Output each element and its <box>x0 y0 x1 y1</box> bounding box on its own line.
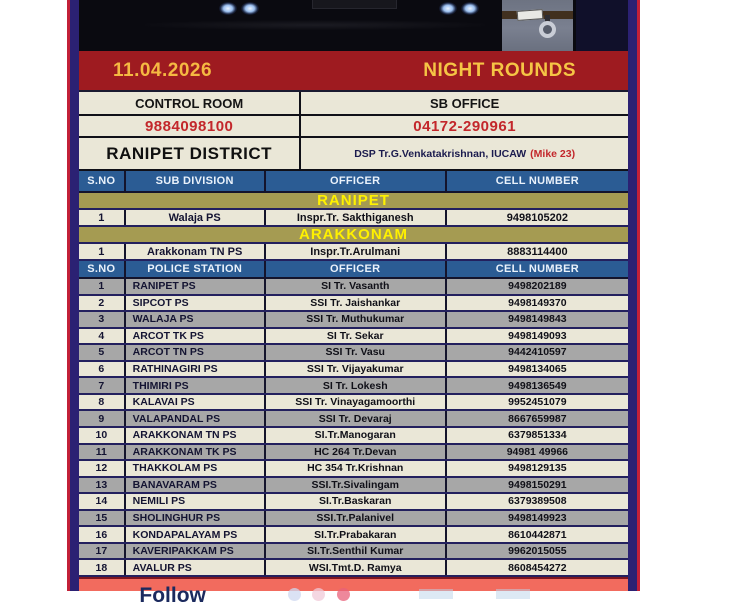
station-cell: 9498149370 <box>447 296 628 311</box>
station-name: VALAPANDAL PS <box>126 411 266 426</box>
headlight-glow <box>219 2 237 15</box>
station-name: KONDAPALAYAM PS <box>126 527 266 542</box>
contact-info-table <box>79 92 628 171</box>
social-badge <box>419 589 453 599</box>
officer-with-handcuffs-photo <box>502 0 573 51</box>
station-officer: SI Tr. Sekar <box>266 329 447 344</box>
control-room-phone: 9884098100 <box>79 116 301 138</box>
station-officer: SSI Tr. Devaraj <box>266 411 447 426</box>
station-row <box>79 296 628 313</box>
social-icon <box>337 588 350 601</box>
station-officer: SSI Tr. Jaishankar <box>266 296 447 311</box>
station-officer: SI Tr. Lokesh <box>266 378 447 393</box>
station-sno: 5 <box>79 345 126 360</box>
col-sno: S.NO <box>79 261 126 277</box>
station-sno: 9 <box>79 411 126 426</box>
station-sno: 1 <box>79 279 126 294</box>
car-bumper-shape <box>145 20 485 30</box>
station-officer: SI.Tr.Prabakaran <box>266 527 447 542</box>
station-sno: 16 <box>79 527 126 542</box>
station-officer: SSI Tr. Muthukumar <box>266 312 447 327</box>
col-officer: OFFICER <box>266 261 447 277</box>
dsp-officer <box>301 138 628 169</box>
sb-office-phone: 04172-290961 <box>301 116 628 138</box>
info-header-row <box>79 92 628 116</box>
col-sub-division: SUB DIVISION <box>126 171 266 191</box>
col-sno: S.NO <box>79 171 126 191</box>
control-room-label: CONTROL ROOM <box>79 92 301 116</box>
station-row <box>79 312 628 329</box>
division-sno: 1 <box>79 210 126 225</box>
dsp-callsign: (Mike 23) <box>530 147 576 160</box>
station-name: THIMIRI PS <box>126 378 266 393</box>
station-cell: 8667659987 <box>447 411 628 426</box>
station-name: ARCOT TK PS <box>126 329 266 344</box>
station-sno: 10 <box>79 428 126 443</box>
division-name: Walaja PS <box>126 210 266 225</box>
station-cell: 6379389508 <box>447 494 628 509</box>
station-cell: 9498150291 <box>447 478 628 493</box>
info-phone-row <box>79 116 628 138</box>
col-cell-number: CELL NUMBER <box>495 175 579 187</box>
station-row <box>79 279 628 296</box>
follow-text: Follow <box>139 584 206 607</box>
station-sno: 4 <box>79 329 126 344</box>
station-sno: 12 <box>79 461 126 476</box>
station-cell: 9498129135 <box>447 461 628 476</box>
belt-badge-shape <box>517 9 544 21</box>
notice-frame <box>67 0 640 607</box>
station-table-header <box>79 261 628 279</box>
station-officer: SSI Tr. Vasu <box>266 345 447 360</box>
handcuffs-icon <box>539 21 556 38</box>
station-name: BANAVARAM PS <box>126 478 266 493</box>
station-officer: SSI Tr. Vijayakumar <box>266 362 447 377</box>
division-band: ARAKKONAM <box>79 227 628 244</box>
station-sno: 6 <box>79 362 126 377</box>
station-name: WALAJA PS <box>126 312 266 327</box>
headlight-glow <box>241 2 259 15</box>
division-band: RANIPET <box>79 193 628 210</box>
station-name: RANIPET PS <box>126 279 266 294</box>
station-cell: 94981 49966 <box>447 445 628 460</box>
station-row <box>79 527 628 544</box>
social-badge <box>496 589 530 599</box>
col-police-station: POLICE STATION <box>126 261 266 277</box>
social-icon <box>312 588 325 601</box>
division-body <box>79 193 628 261</box>
station-cell: 8610442871 <box>447 527 628 542</box>
station-row <box>79 362 628 379</box>
dsp-name: DSP Tr.G.Venkatakrishnan, IUCAW <box>354 147 527 160</box>
station-row <box>79 395 628 412</box>
station-sno: 13 <box>79 478 126 493</box>
station-sno: 18 <box>79 560 126 575</box>
station-row <box>79 478 628 495</box>
station-sno: 15 <box>79 511 126 526</box>
station-name: KAVERIPAKKAM PS <box>126 544 266 559</box>
district-row <box>79 138 628 169</box>
station-cell: 9498149093 <box>447 329 628 344</box>
division-row <box>79 210 628 227</box>
license-plate-shape <box>312 0 397 9</box>
division-name: Arakkonam TN PS <box>126 244 266 259</box>
division-sno: 1 <box>79 244 126 259</box>
station-sno: 7 <box>79 378 126 393</box>
station-name: KALAVAI PS <box>126 395 266 410</box>
station-sno: 17 <box>79 544 126 559</box>
station-cell: 9498136549 <box>447 378 628 393</box>
station-row <box>79 445 628 462</box>
col-officer: OFFICER <box>266 171 447 191</box>
station-name: ARAKKONAM TK PS <box>126 445 266 460</box>
station-row <box>79 378 628 395</box>
station-name: SIPCOT PS <box>126 296 266 311</box>
division-officer: Inspr.Tr. Sakthiganesh <box>266 210 447 225</box>
station-sno: 14 <box>79 494 126 509</box>
station-name: AVALUR PS <box>126 560 266 575</box>
station-row <box>79 544 628 561</box>
station-officer: WSI.Tmt.D. Ramya <box>266 560 447 575</box>
station-officer: SI.Tr.Baskaran <box>266 494 447 509</box>
station-row <box>79 461 628 478</box>
division-cell: 8883114400 <box>507 245 568 258</box>
station-name: RATHINAGIRI PS <box>126 362 266 377</box>
footer-strip <box>79 577 628 607</box>
station-officer: SI.Tr.Senthil Kumar <box>266 544 447 559</box>
station-row <box>79 428 628 445</box>
station-rows <box>79 279 628 577</box>
headlight-glow <box>461 2 479 15</box>
station-row <box>79 560 628 577</box>
station-name: NEMILI PS <box>126 494 266 509</box>
page-title: NIGHT ROUNDS <box>423 59 576 81</box>
station-officer: SSI.Tr.Palanivel <box>266 511 447 526</box>
district-name: RANIPET DISTRICT <box>79 138 301 169</box>
station-officer: SSI Tr. Vinayagamoorthi <box>266 395 447 410</box>
station-cell: 9498149843 <box>447 312 628 327</box>
station-name: SHOLINGHUR PS <box>126 511 266 526</box>
station-cell: 9498149923 <box>447 511 628 526</box>
station-sno: 11 <box>79 445 126 460</box>
station-sno: 3 <box>79 312 126 327</box>
station-sno: 2 <box>79 296 126 311</box>
station-row <box>79 511 628 528</box>
police-car-photo <box>79 0 628 51</box>
photo-dark-edge <box>576 0 628 51</box>
station-name: THAKKOLAM PS <box>126 461 266 476</box>
sb-office-label: SB OFFICE <box>301 92 628 116</box>
station-row <box>79 345 628 362</box>
station-officer: HC 354 Tr.Krishnan <box>266 461 447 476</box>
division-cell: 9498105202 <box>506 211 568 224</box>
station-officer: SSI.Tr.Sivalingam <box>266 478 447 493</box>
station-cell: 9498202189 <box>447 279 628 294</box>
station-row <box>79 494 628 511</box>
division-table-header <box>79 171 628 193</box>
station-cell: 9952451079 <box>447 395 628 410</box>
station-cell: 6379851334 <box>447 428 628 443</box>
station-cell: 9498134065 <box>447 362 628 377</box>
notice-content <box>70 0 637 607</box>
title-banner <box>79 51 628 92</box>
headlight-glow <box>439 2 457 15</box>
social-icon <box>288 588 301 601</box>
station-row <box>79 411 628 428</box>
station-officer: SI Tr. Vasanth <box>266 279 447 294</box>
station-cell: 9962015055 <box>447 544 628 559</box>
station-officer: SI.Tr.Manogaran <box>266 428 447 443</box>
station-name: ARAKKONAM TN PS <box>126 428 266 443</box>
station-row <box>79 329 628 346</box>
station-officer: HC 264 Tr.Devan <box>266 445 447 460</box>
division-officer: Inspr.Tr.Arulmani <box>266 244 447 259</box>
division-row <box>79 244 628 261</box>
station-sno: 8 <box>79 395 126 410</box>
round-date: 11.04.2026 <box>113 59 213 81</box>
col-cell-number: CELL NUMBER <box>495 263 579 275</box>
station-name: ARCOT TN PS <box>126 345 266 360</box>
station-cell: 8608454272 <box>447 560 628 575</box>
station-cell: 9442410597 <box>447 345 628 360</box>
